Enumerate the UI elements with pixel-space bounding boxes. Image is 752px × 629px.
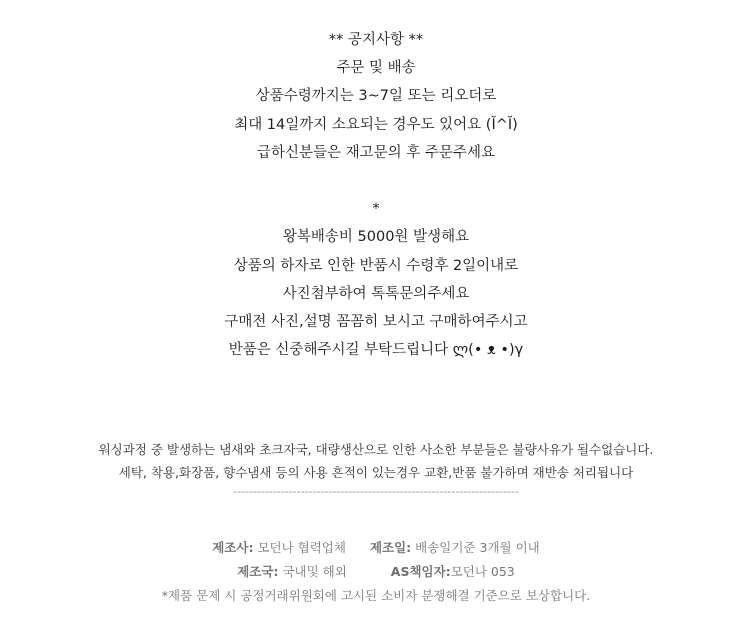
- as-manager-label: AS책임자:: [390, 564, 451, 579]
- notice-section: [0, 26, 752, 364]
- notice-line: 상품수령까지는 3~7일 또는 리오더로: [255, 88, 497, 105]
- country-value: 국내및 해외: [278, 564, 347, 579]
- washing-notice-section: [0, 438, 752, 500]
- notice-line: 급하신분들은 재고문의 후 주문주세요: [257, 144, 495, 161]
- country-label: 제조국:: [237, 564, 279, 579]
- info-row: [0, 536, 752, 560]
- washing-notice-line: 워싱과정 중 발생하는 냄새와 초크자국, 대량생산으로 인한 사소한 부분들은 불량사유가 될수없습니다.: [98, 442, 654, 457]
- as-manager-value: 모던나 053: [450, 564, 515, 579]
- notice-spacer: [0, 167, 752, 195]
- info-row: [0, 560, 752, 584]
- product-info-section: [0, 536, 752, 608]
- notice-line: 구매전 사진,설명 꼼꼼히 보시고 구매하여주시고: [224, 313, 528, 330]
- notice-heading-order-shipping: 주문 및 배송: [336, 60, 416, 77]
- washing-notice-line: 세탁, 착용,화장품, 향수냄새 등의 사용 흔적이 있는경우 교환,반품 불가하며 재반송 처리됩니다: [118, 465, 634, 480]
- notice-line: 최대 14일까지 소요되는 경우도 있어요 (Ĭ^Ĭ): [234, 116, 518, 133]
- dashed-divider: ------------------------------------------------------------------------: [233, 485, 519, 498]
- notice-line: 반품은 신중해주시길 부탁드립니다 ლ(• ᴥ •)γ: [228, 342, 524, 359]
- maker-value: 모던나 협력업체: [253, 540, 346, 555]
- compensation-footnote: *제품 문제 시 공정거래위원회에 고시된 소비자 분쟁해결 기준으로 보상합니다.: [161, 588, 591, 603]
- notice-line: 왕복배송비 5000원 발생해요: [282, 229, 470, 246]
- maker-label: 제조사:: [212, 540, 254, 555]
- notice-title: ** 공지사항 **: [328, 32, 424, 48]
- manufacture-date-value: 배송일기준 3개월 이내: [411, 540, 540, 555]
- notice-line: 사진첨부하여 톡톡문의주세요: [282, 285, 470, 302]
- manufacture-date-label: 제조일:: [369, 540, 412, 555]
- notice-asterisk: *: [372, 201, 380, 218]
- notice-line: 상품의 하자로 인한 반품시 수령후 2일이내로: [233, 257, 519, 274]
